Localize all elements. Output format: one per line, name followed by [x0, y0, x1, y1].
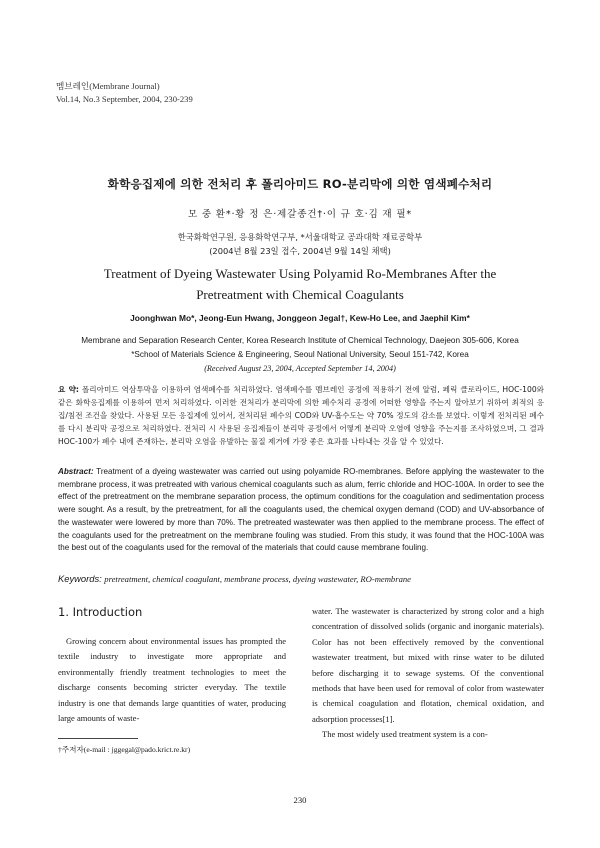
journal-volume: Vol.14, No.3 September, 2004, 230-239	[56, 94, 193, 104]
affiliation-korean-text: 한국화학연구원, 응용화학연구부, *서울대학교 공과대학 재료공학부	[177, 232, 423, 242]
journal-name: 멤브레인(Membrane Journal)	[56, 81, 160, 91]
abstract-korean	[58, 383, 544, 448]
keywords	[58, 573, 544, 584]
intro-right-column	[312, 604, 544, 743]
authors-korean: 모 중 환*·황 정 은·제갈종건†·이 규 호·김 재 필*	[187, 209, 413, 220]
abstract-english	[58, 466, 544, 555]
abstract-english-label: Abstract:	[58, 467, 94, 476]
title-english-line1: Treatment of Dyeing Wastewater Using Polyamid Ro-Membranes After the	[103, 266, 497, 281]
title-english	[60, 263, 540, 305]
title-korean: 화학응집제에 의한 전처리 후 폴리아미드 RO-분리막에 의한 염색폐수처리	[107, 177, 493, 191]
footnote: †주저자(e-mail : jggegal@pado.krict.re.kr)	[58, 745, 191, 754]
page-number: 230	[293, 795, 307, 805]
keywords-text: pretreatment, chemical coagulant, membrane process, dyeing wastewater, RO-membrane	[104, 574, 411, 584]
abstract-english-text: Treatment of a dyeing wastewater was carried out using polyamide RO-membranes. Before applying the wastewater to the membrane process, it was pretreated with various chemical coagulants such as alum, ferric chloride and HOC-100A. In order to see the effect of the pretreatment on the membrane separation process, the optimum conditions for the coagulation and sedimentation process were sought. As a result, by the pretreatment, for all the coagulants used, the chemical oxygen demand (COD) and UV-absorbance of the wastewater were lowered by more than 70%. The pretreated wastewater was then applied to the membrane process. The effect of the coagulants used for the pretreatment on the membrane fouling was studied. From this study, it was found that the HOC-100A was the best out of the coagulants used for the removal of the materials that could cause membrane fouling.	[58, 467, 544, 553]
journal-header	[56, 80, 193, 106]
affiliation-english-1: Membrane and Separation Research Center, Korea Research Institute of Chemical Technology, Daejeon 305-606, Korea	[81, 336, 519, 345]
abstract-korean-label: 요 약:	[58, 385, 79, 394]
affiliation-korean	[0, 230, 600, 258]
title-english-line2: Pretreatment with Chemical Coagulants	[196, 287, 404, 302]
affiliation-english	[0, 334, 600, 376]
keywords-label: Keywords:	[58, 573, 102, 584]
dates-korean: (2004년 8월 23일 접수, 2004년 9월 14일 채택)	[209, 246, 391, 256]
intro-right-paragraph-1: water. The wastewater is characterized by strong color and a high concentration of dissolved solids (organic and inorganic materials). Color has not been effectively removed by the conventional wastewater treatment, but mixed with rinse water to be diluted before discharging it to sewage systems. Of the conventional methods that have been used for removal of color from wastewater is chemical coagulation and flotation, chemical oxidation, and adsorption processes[1].	[312, 606, 544, 724]
section-heading: 1. Introduction	[58, 605, 143, 619]
intro-left-column: Growing concern about environmental issues has prompted the textile industry to investigate more appropriate and environmentally friendly treatment technologies to meet the discharge consents becoming stricter everyday. The textile industry is one that demands large quantities of water, producing large amounts of waste-	[58, 636, 286, 724]
footnote-divider	[58, 738, 138, 739]
affiliation-english-2: *School of Materials Science & Engineering, Seoul National University, Seoul 151-742, Korea	[131, 350, 469, 359]
abstract-korean-text: 폴리아미드 역삼투막을 이용하여 염색폐수를 처리하였다. 염색폐수를 멤브레인 공정에 적용하기 전에 알럼, 페릭 클로라이드, HOC-100와 같은 화학응집제를 이용하여 먼저 처리하였다. 이러한 전처리가 분리막에 의한 폐수처리 공정에 어떠한 영향을 주는지 알아보기 위하여 최적의 응집/침전 조건을 찾았다. 사용된 모든 응집제에 있어서, 전처리된 폐수의 COD와 UV-흡수도는 약 70% 정도의 감소를 보였다. 이렇게 전처리된 폐수를 다시 분리막 공정으로 처리하였다. 전처리 시 사용된 응집제들이 분리막 공정에서 어떻게 분리막 오염에 영향을 주는지를 조사하였으며, 그 결과 HOC-100가 폐수 내에 존재하는, 분리막 오염을 유발하는 물질 제거에 가장 좋은 효과를 나타내는 것을 알 수 있었다.	[58, 385, 544, 446]
intro-right-paragraph-2: The most widely used treatment system is a con-	[322, 729, 488, 740]
authors-english: Joonghwan Mo*, Jeong-Eun Hwang, Jonggeon Jegal†, Kew-Ho Lee, and Jaephil Kim*	[130, 313, 470, 323]
dates-english: (Received August 23, 2004, Accepted September 14, 2004)	[204, 364, 396, 373]
